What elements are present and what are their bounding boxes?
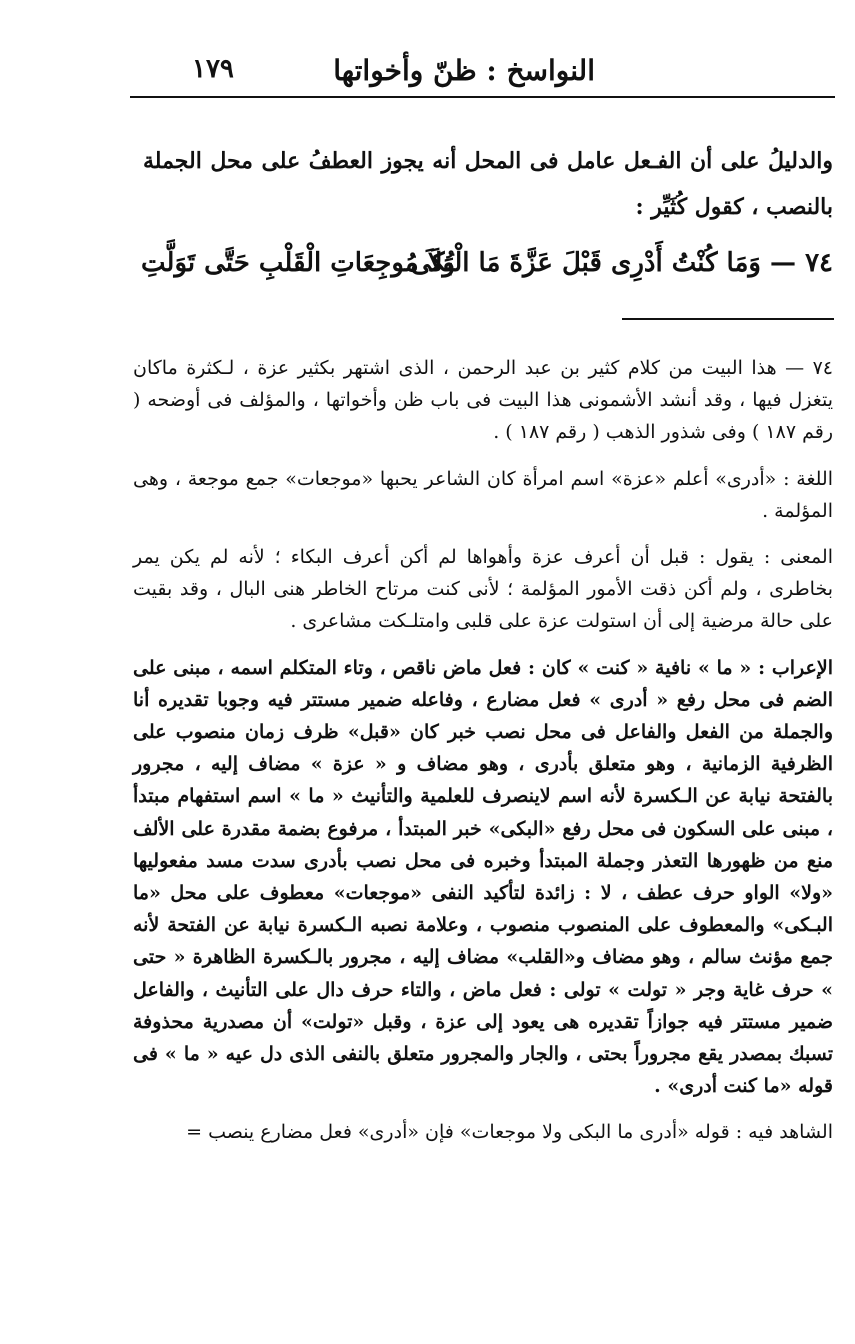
verse-second-hemistich: وَلاَ مُوجِعَاتِ الْقَلْبِ حَتَّى تَوَلَّتِ [141, 248, 456, 278]
poetry-verse [133, 240, 833, 290]
running-title: النواسخ : ظنّ وأخواتها [333, 54, 595, 87]
footnotes [133, 352, 833, 1149]
intro-paragraph: والدليلُ على أن الفـعل عامل فى المحل أنه يجوز العطفُ على محل الجملة بالنصب ، كقول كُثَيِّر : [143, 148, 833, 220]
verse-first-hemistich: ٧٤ — وَمَا كُنْتُ أَدْرِى قَبْلَ عَزَّةَ مَا الْبُكَى [410, 248, 833, 278]
footnote-parsing: الإعراب : « ما » نافية « كنت » كان : فعل ماض ناقص ، وتاء المتكلم اسمه ، مبنى على الضم فى محل رفع « أدرى » فعل مضارع ، وفاعله ضمير مستتر فيه وجوبا تقديره أنا والجملة من الفعل والفاعل فى محل نصب خبر كان «قبل» ظرف زمان منصوب على الظرفية الزمانية ، وهو متعلق بأدرى ، وهو مضاف و « عزة » مضاف إليه ، مجرور بالفتحة نيابة عن الـكسرة لأنه اسم لاينصرف للعلمية والتأنيث « ما » اسم استفهام مبتدأ ، مبنى على السكون فى محل رفع «البكى» خبر المبتدأ ، مرفوع بضمة مقدرة على الألف منع من ظهورها التعذر وجملة المبتدأ وخبره فى محل نصب بأدرى سدت مسد مفعوليها «ولا» الواو حرف عطف ، لا : زائدة لتأكيد النفى «موجعات» معطوف على محل «ما البـكى» والمعطوف على المنصوب منصوب ، وعلامة نصبه الـكسرة نيابة عن الفتحة لأنه جمع مؤنث سالم ، وهو مضاف و«القلب» مضاف إليه ، مجرور بالـكسرة الظاهرة « حتى » حرف غاية وجر « تولت » تولى : فعل ماض ، والتاء حرف دال على التأنيث ، والفاعل ضمير مستتر فيه جوازاً تقديره هى يعود إلى عزة ، وقبل «تولت» أن مصدرية محذوفة تسبك بمصدر يقع مجروراً بحتى ، والجار والمجرور متعلق بالنفى الذى دل عيه « ما » فى قوله «ما كنت أدرى» . [133, 656, 833, 1098]
footnote-source: ٧٤ — هذا البيت من كلام كثير بن عبد الرحمن ، الذى اشتهر بكثير عزة ، لـكثرة ماكان يتغزل فيها ، وقد أنشد الأشمونى هذا البيت فى باب ظن وأخواتها ، والمؤلف فى أوضحه ( رقم ١٨٧ ) وفى شذور الذهب ( رقم ١٨٧ ) . [133, 357, 833, 444]
footnote-evidence: الشاهد فيه : قوله «أدرى ما البكى ولا موجعات» فإن «أدرى» فعل مضارع ينصب = [186, 1121, 833, 1144]
footnote-meaning: المعنى : يقول : قبل أن أعرف عزة وأهواها لم أكن أعرف البكاء ؛ لأنه لم يكن يمر بخاطرى ، ولم أكن ذقت الأمور المؤلمة ؛ لأنى كنت مرتاح الخاطر هنى البال ، وقد بقيت على حالة مرضية إلى أن استولت عزة على قلبى وامتلـكت مشاعرى . [133, 546, 833, 633]
footnote-separator [622, 318, 834, 320]
footnote-language: اللغة : «أدرى» أعلم «عزة» اسم امرأة كان الشاعر يحبها «موجعات» جمع موجعة ، وهى المؤلمة . [133, 467, 833, 522]
page-number: ١٧٩ [192, 54, 234, 84]
page-header [130, 42, 835, 98]
